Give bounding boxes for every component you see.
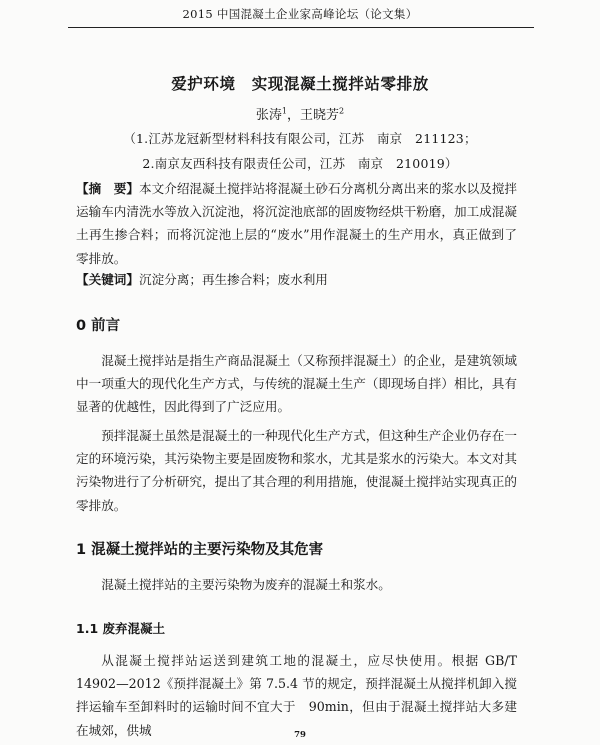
keywords-label: 【关键词】 (76, 272, 139, 287)
section-heading-1: 1 混凝土搅拌站的主要污染物及其危害 (76, 542, 324, 558)
abstract-text: 本文介绍混凝土搅拌站将混凝土砂石分离机分离出来的浆水以及搅拌运输车内清洗水等放入沉淀池，将沉淀池底部的固废物经烘干粉磨，加工成混凝土再生掺合料；而将沉淀池上层的“废水”用作混凝土的生产用水，真正做到了零排放。 (76, 181, 518, 266)
running-head: 2015 中国混凝土企业家高峰论坛（论文集） (182, 7, 418, 21)
intro-paragraph-2: 预拌混凝土虽然是混凝土的一种现代化生产方式，但这种生产企业仍存在一定的环境污染，其污染物主要是固废物和浆水，尤其是浆水的污染大。本文对其污染物进行了分析研究，提出了其合理的利用措施，使混凝土搅拌站实现真正的零排放。 (76, 428, 517, 513)
author-1-affiliation-mark: 1 (281, 106, 287, 116)
header-rule (68, 27, 534, 28)
abstract-label: 【摘 要】 (76, 181, 140, 196)
affiliation-1: （1.江苏龙冠新型材料科技有限公司，江苏 南京 211123； (123, 131, 477, 146)
intro-paragraph-1: 混凝土搅拌站是指生产商品混凝土（又称预拌混凝土）的企业，是建筑领域中一项重大的现代化生产方式，与传统的混凝土生产（即现场自拌）相比，具有显著的优越性，因此得到了广泛应用。 (76, 353, 517, 415)
author-line (0, 104, 600, 123)
keywords (76, 268, 517, 291)
subsection-1-1-paragraph: 从混凝土搅拌站运送到建筑工地的混凝土，应尽快使用。根据 GB/T 14902—2012《预拌混凝土》第 7.5.4 节的规定，预拌混凝土从搅拌机卸入搅拌运输车至卸料时的运输时间不宜大于 90min，但由于混凝土搅拌站大多建在城郊，供城 (76, 653, 517, 738)
article-title: 爱护环境 实现混凝土搅拌站零排放 (171, 75, 429, 93)
author-separator: ， (286, 108, 300, 123)
subsection-heading-1-1: 1.1 废弃混凝土 (76, 621, 165, 636)
section-heading-intro: 0 前言 (76, 318, 121, 334)
keywords-text: 沉淀分离；再生掺合料；废水利用 (138, 272, 328, 287)
section-1-paragraph: 混凝土搅拌站的主要污染物为废弃的混凝土和浆水。 (101, 577, 391, 592)
author-1: 张涛 (255, 108, 282, 123)
author-2: 王晓芳 (300, 108, 340, 123)
abstract (76, 177, 517, 270)
page-number: 79 (294, 730, 306, 740)
affiliation-2: 2.南京友西科技有限责任公司，江苏 南京 210019） (142, 156, 458, 171)
author-2-affiliation-mark: 2 (339, 106, 345, 116)
